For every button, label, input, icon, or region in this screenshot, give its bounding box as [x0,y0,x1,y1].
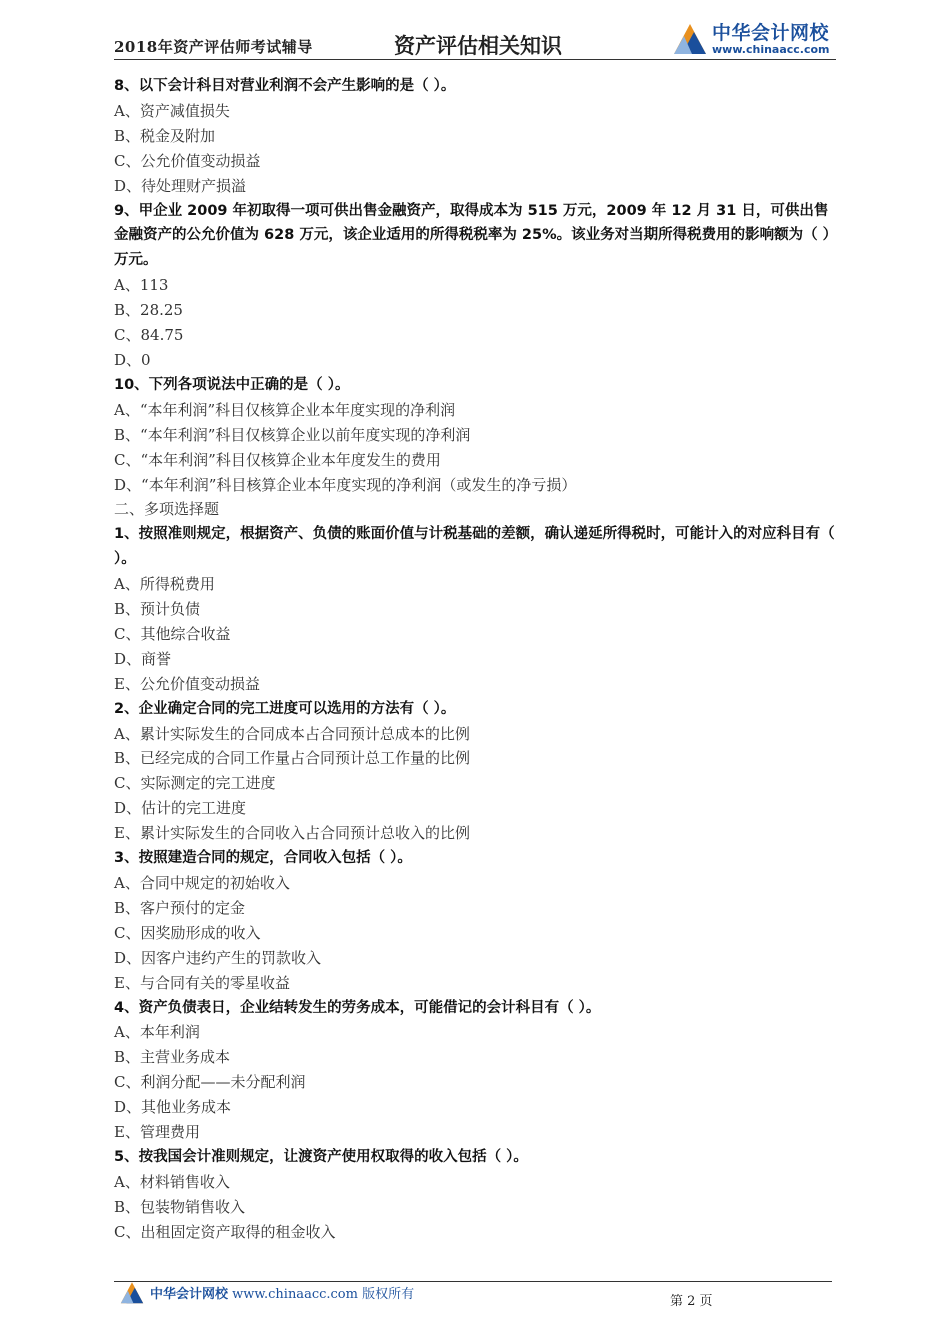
option-line: B、“本年利润”科目仅核算企业以前年度实现的净利润 [114,425,471,444]
question-stem: 4、资产负债表日，企业结转发生的劳务成本，可能借记的会计科目有（ ）。 [114,999,601,1016]
option-line: E、与合同有关的零星收益 [114,973,290,992]
question-stem: 5、按我国会计准则规定，让渡资产使用权取得的收入包括（ ）。 [114,1148,528,1165]
question-list [114,74,838,1245]
option-line: D、其他业务成本 [114,1098,232,1117]
option-line: D、估计的完工进度 [114,799,247,818]
option-line: A、合同中规定的初始收入 [114,874,290,892]
option-line: 二、多项选择题 [114,500,220,519]
question-stem: 3、按照建造合同的规定，合同收入包括（ ）。 [114,850,412,867]
option-line: B、28.25 [114,301,183,320]
option-line: C、“本年利润”科目仅核算企业本年度发生的费用 [114,450,441,469]
option-line: D、因客户违约产生的罚款收入 [114,948,322,967]
option-line: B、包装物销售收入 [114,1197,246,1216]
logo-brand-name: 中华会计网校 [712,22,830,44]
footer-rights: 版权所有 [362,1287,415,1302]
header-exam-title: 2018年资产评估师考试辅导 [114,38,313,56]
option-line: D、“本年利润”科目核算企业本年度实现的净利润（或发生的净亏损） [114,475,577,494]
footer-copyright [150,1283,414,1302]
option-line: E、管理费用 [114,1123,200,1142]
option-line: D、0 [114,350,151,369]
option-line: A、“本年利润”科目仅核算企业本年度实现的净利润 [114,400,456,419]
option-line: C、因奖励形成的收入 [114,923,261,942]
option-line: B、客户预付的定金 [114,898,246,917]
header-divider [114,59,836,60]
question-stem: 1、按照准则规定，根据资产、负债的账面价值与计税基础的差额，确认递延所得税时，可能计入的对应科目有（ ）。 [114,526,835,568]
page-header [114,14,836,60]
option-line: E、公允价值变动损益 [114,674,260,693]
header-subject-title: 资产评估相关知识 [394,33,562,58]
option-line: A、113 [114,276,169,295]
question-stem: 2、企业确定合同的完工进度可以选用的方法有（ ）。 [114,700,456,717]
option-line: A、资产减值损失 [114,101,230,120]
chinaacc-logo [670,14,850,60]
footer-divider [114,1281,832,1282]
page-footer [114,1278,832,1318]
option-line: B、已经完成的合同工作量占合同预计总工作量的比例 [114,749,471,768]
option-line: A、累计实际发生的合同成本占合同预计总成本的比例 [114,724,470,743]
option-line: C、实际测定的完工进度 [114,774,276,793]
option-line: C、利润分配——未分配利润 [114,1073,306,1092]
option-line: A、材料销售收入 [114,1172,230,1191]
triangle-logo-icon [670,18,710,58]
option-line: C、其他综合收益 [114,624,231,643]
option-line: A、本年利润 [114,1023,200,1042]
option-line: C、公允价值变动损益 [114,151,261,170]
option-line: D、商誉 [114,649,172,668]
page-number: 第 2 页 [670,1294,713,1309]
option-line: C、84.75 [114,326,184,345]
option-line: B、主营业务成本 [114,1048,231,1067]
footer-logo-icon [118,1278,146,1306]
option-line: A、所得税费用 [114,575,215,594]
option-line: D、待处理财产损溢 [114,176,247,195]
option-line: B、税金及附加 [114,126,216,145]
question-stem: 10、下列各项说法中正确的是（ ）。 [114,376,350,393]
footer-url[interactable]: www.chinaacc.com [232,1287,358,1302]
question-stem: 8、以下会计科目对营业利润不会产生影响的是（ ）。 [114,78,456,94]
question-stem: 9、甲企业 2009 年初取得一项可供出售金融资产，取得成本为 515 万元，2009 年 12 月 31 日，可供出售金融资产的公允价值为 628 万元，该企业适用的所得税税率为 25%。该业务对当期所得税费用的影响额为（ ）万元。 [114,202,838,269]
logo-url: www.chinaacc.com [712,43,830,56]
option-line: B、预计负债 [114,600,201,619]
option-line: C、出租固定资产取得的租金收入 [114,1222,336,1241]
footer-brand: 中华会计网校 [150,1287,229,1302]
option-line: E、累计实际发生的合同收入占合同预计总收入的比例 [114,824,470,843]
